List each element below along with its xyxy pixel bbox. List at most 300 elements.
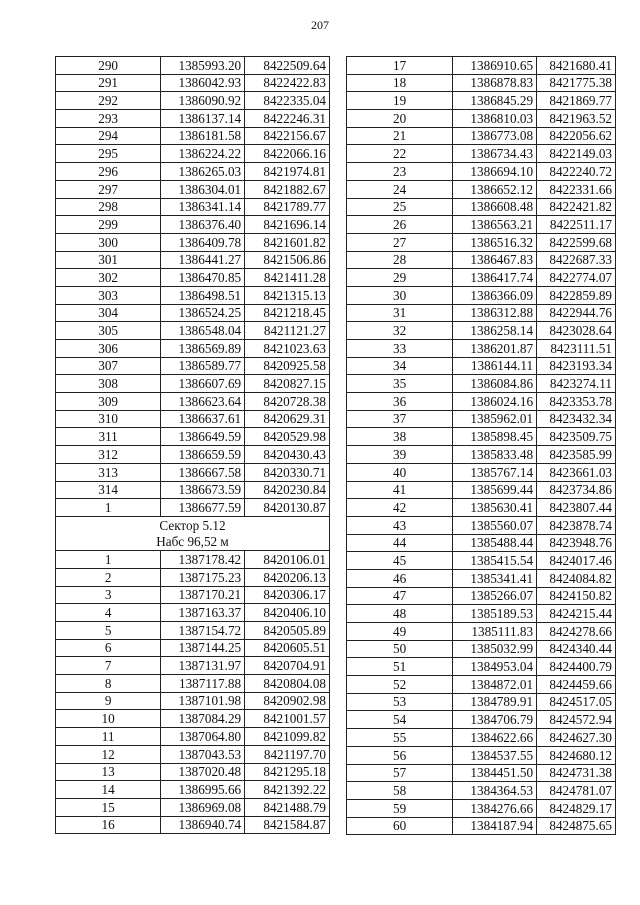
point-number: 58 [347,782,453,800]
table-row [347,428,616,446]
y-coordinate: 8424340.44 [537,640,616,658]
x-coordinate: 1385962.01 [453,410,537,428]
x-coordinate: 1386265.03 [161,163,245,181]
x-coordinate: 1387144.25 [161,639,245,657]
point-number: 302 [56,269,161,287]
point-number: 26 [347,216,453,234]
x-coordinate: 1386969.08 [161,798,245,816]
point-number: 2 [56,568,161,586]
x-coordinate: 1387163.37 [161,604,245,622]
table-row [347,304,616,322]
x-coordinate: 1386144.11 [453,357,537,375]
table-row [347,286,616,304]
table-row [347,180,616,198]
y-coordinate: 8422511.17 [537,216,616,234]
table-row [56,410,330,428]
table-row [347,127,616,145]
y-coordinate: 8421974.81 [245,163,330,181]
y-coordinate: 8420902.98 [245,692,330,710]
x-coordinate: 1386607.69 [161,375,245,393]
point-number: 8 [56,675,161,693]
y-coordinate: 8422944.76 [537,304,616,322]
y-coordinate: 8424084.82 [537,569,616,587]
y-coordinate: 8422422.83 [245,74,330,92]
point-number: 12 [56,745,161,763]
x-coordinate: 1386734.43 [453,145,537,163]
y-coordinate: 8421392.22 [245,781,330,799]
y-coordinate: 8423028.64 [537,322,616,340]
page-number: 207 [311,18,329,32]
x-coordinate: 1386773.08 [453,127,537,145]
x-coordinate: 1385341.41 [453,569,537,587]
point-number: 305 [56,322,161,340]
y-coordinate: 8422335.04 [245,92,330,110]
x-coordinate: 1387043.53 [161,745,245,763]
x-coordinate: 1385993.20 [161,57,245,75]
point-number: 20 [347,110,453,128]
table-row [56,499,330,517]
table-row [56,110,330,128]
x-coordinate: 1384364.53 [453,782,537,800]
x-coordinate: 1387020.48 [161,763,245,781]
point-number: 49 [347,623,453,641]
x-coordinate: 1384451.50 [453,764,537,782]
point-number: 18 [347,74,453,92]
table-row [347,499,616,517]
table-row [56,74,330,92]
y-coordinate: 8423193.34 [537,357,616,375]
table-row [347,676,616,694]
point-number: 39 [347,446,453,464]
point-number: 298 [56,198,161,216]
point-number: 24 [347,180,453,198]
x-coordinate: 1386569.89 [161,340,245,358]
table-row [347,605,616,623]
point-number: 299 [56,216,161,234]
y-coordinate: 8420106.01 [245,551,330,569]
sector-title-row [56,516,330,533]
point-number: 33 [347,340,453,358]
x-coordinate: 1385560.07 [453,516,537,534]
y-coordinate: 8420406.10 [245,604,330,622]
point-number: 52 [347,676,453,694]
x-coordinate: 1385833.48 [453,446,537,464]
y-coordinate: 8422687.33 [537,251,616,269]
x-coordinate: 1387131.97 [161,657,245,675]
table-row [56,446,330,464]
y-coordinate: 8420629.31 [245,410,330,428]
y-coordinate: 8421488.79 [245,798,330,816]
table-row [347,587,616,605]
table-row [347,216,616,234]
point-number: 1 [56,551,161,569]
x-coordinate: 1386137.14 [161,110,245,128]
y-coordinate: 8423734.86 [537,481,616,499]
y-coordinate: 8421584.87 [245,816,330,834]
table-row [347,764,616,782]
table-row [56,816,330,834]
table-row [347,357,616,375]
table-row [56,622,330,640]
x-coordinate: 1386940.74 [161,816,245,834]
x-coordinate: 1386409.78 [161,233,245,251]
point-number: 43 [347,516,453,534]
table-row [347,640,616,658]
y-coordinate: 8423807.44 [537,499,616,517]
point-number: 41 [347,481,453,499]
table-row [56,463,330,481]
x-coordinate: 1386467.83 [453,251,537,269]
y-coordinate: 8420505.89 [245,622,330,640]
left-coordinate-table [55,56,330,834]
point-number: 5 [56,622,161,640]
y-coordinate: 8423661.03 [537,463,616,481]
x-coordinate: 1386667.58 [161,463,245,481]
point-number: 300 [56,233,161,251]
y-coordinate: 8420430.43 [245,446,330,464]
point-number: 9 [56,692,161,710]
x-coordinate: 1384622.66 [453,729,537,747]
y-coordinate: 8421197.70 [245,745,330,763]
table-row [56,163,330,181]
x-coordinate: 1386910.65 [453,57,537,75]
x-coordinate: 1386024.16 [453,393,537,411]
table-row [56,393,330,411]
point-number: 19 [347,92,453,110]
table-row [56,357,330,375]
point-number: 32 [347,322,453,340]
x-coordinate: 1385630.41 [453,499,537,517]
point-number: 308 [56,375,161,393]
table-row [56,568,330,586]
x-coordinate: 1384537.55 [453,746,537,764]
x-coordinate: 1384953.04 [453,658,537,676]
x-coordinate: 1387101.98 [161,692,245,710]
x-coordinate: 1386470.85 [161,269,245,287]
y-coordinate: 8424680.12 [537,746,616,764]
y-coordinate: 8420230.84 [245,481,330,499]
y-coordinate: 8424781.07 [537,782,616,800]
y-coordinate: 8422509.64 [245,57,330,75]
table-row [347,233,616,251]
x-coordinate: 1385266.07 [453,587,537,605]
point-number: 6 [56,639,161,657]
table-row [347,711,616,729]
x-coordinate: 1386694.10 [453,163,537,181]
table-row [347,729,616,747]
point-number: 28 [347,251,453,269]
sector-height: Набс 96,52 м [56,534,330,551]
x-coordinate: 1386652.12 [453,180,537,198]
point-number: 53 [347,693,453,711]
table-row [347,446,616,464]
y-coordinate: 8420306.17 [245,586,330,604]
x-coordinate: 1386258.14 [453,322,537,340]
x-coordinate: 1386441.27 [161,251,245,269]
x-coordinate: 1386659.59 [161,446,245,464]
point-number: 7 [56,657,161,675]
y-coordinate: 8421023.63 [245,340,330,358]
x-coordinate: 1387175.23 [161,568,245,586]
point-number: 3 [56,586,161,604]
y-coordinate: 8422331.66 [537,180,616,198]
table-row [347,251,616,269]
point-number: 11 [56,728,161,746]
point-number: 297 [56,180,161,198]
point-number: 294 [56,127,161,145]
x-coordinate: 1386548.04 [161,322,245,340]
sector-title: Сектор 5.12 [56,516,330,533]
table-row [56,428,330,446]
x-coordinate: 1386563.21 [453,216,537,234]
x-coordinate: 1386623.64 [161,393,245,411]
point-number: 1 [56,499,161,517]
table-row [347,322,616,340]
y-coordinate: 8420704.91 [245,657,330,675]
y-coordinate: 8423432.34 [537,410,616,428]
table-row [347,269,616,287]
point-number: 15 [56,798,161,816]
y-coordinate: 8421789.77 [245,198,330,216]
x-coordinate: 1386042.93 [161,74,245,92]
x-coordinate: 1386376.40 [161,216,245,234]
x-coordinate: 1386677.59 [161,499,245,517]
y-coordinate: 8421218.45 [245,304,330,322]
table-row [347,516,616,534]
point-number: 16 [56,816,161,834]
table-row [56,551,330,569]
y-coordinate: 8424400.79 [537,658,616,676]
table-row [56,127,330,145]
table-row [347,393,616,411]
point-number: 310 [56,410,161,428]
x-coordinate: 1384276.66 [453,799,537,817]
table-row [347,410,616,428]
point-number: 59 [347,799,453,817]
table-row [347,110,616,128]
table-row [347,92,616,110]
y-coordinate: 8421775.38 [537,74,616,92]
x-coordinate: 1386845.29 [453,92,537,110]
y-coordinate: 8422056.62 [537,127,616,145]
table-row [347,534,616,552]
point-number: 309 [56,393,161,411]
point-number: 35 [347,375,453,393]
table-row [56,57,330,75]
y-coordinate: 8422421.82 [537,198,616,216]
y-coordinate: 8422240.72 [537,163,616,181]
y-coordinate: 8420206.13 [245,568,330,586]
x-coordinate: 1386608.48 [453,198,537,216]
y-coordinate: 8424017.46 [537,552,616,570]
y-coordinate: 8424875.65 [537,817,616,835]
table-row [56,180,330,198]
table-row [56,675,330,693]
table-row [56,763,330,781]
table-row [347,163,616,181]
x-coordinate: 1387117.88 [161,675,245,693]
y-coordinate: 8421315.13 [245,286,330,304]
point-number: 303 [56,286,161,304]
table-row [347,782,616,800]
y-coordinate: 8421882.67 [245,180,330,198]
x-coordinate: 1386304.01 [161,180,245,198]
table-row [347,481,616,499]
table-row [56,692,330,710]
y-coordinate: 8420330.71 [245,463,330,481]
point-number: 34 [347,357,453,375]
y-coordinate: 8422156.67 [245,127,330,145]
table-row [56,286,330,304]
y-coordinate: 8422859.89 [537,286,616,304]
table-row [347,746,616,764]
y-coordinate: 8420804.08 [245,675,330,693]
point-number: 47 [347,587,453,605]
x-coordinate: 1386341.14 [161,198,245,216]
point-number: 312 [56,446,161,464]
point-number: 13 [56,763,161,781]
table-row [347,623,616,641]
point-number: 29 [347,269,453,287]
y-coordinate: 8424572.94 [537,711,616,729]
point-number: 295 [56,145,161,163]
point-number: 4 [56,604,161,622]
y-coordinate: 8424731.38 [537,764,616,782]
point-number: 306 [56,340,161,358]
table-row [347,463,616,481]
y-coordinate: 8423353.78 [537,393,616,411]
y-coordinate: 8421680.41 [537,57,616,75]
x-coordinate: 1387154.72 [161,622,245,640]
point-number: 42 [347,499,453,517]
y-coordinate: 8420925.58 [245,357,330,375]
x-coordinate: 1387064.80 [161,728,245,746]
x-coordinate: 1386498.51 [161,286,245,304]
point-number: 292 [56,92,161,110]
x-coordinate: 1384706.79 [453,711,537,729]
y-coordinate: 8420827.15 [245,375,330,393]
x-coordinate: 1384872.01 [453,676,537,694]
point-number: 313 [56,463,161,481]
table-row [347,375,616,393]
table-row [347,340,616,358]
point-number: 55 [347,729,453,747]
y-coordinate: 8422246.31 [245,110,330,128]
point-number: 17 [347,57,453,75]
y-coordinate: 8421295.18 [245,763,330,781]
x-coordinate: 1386201.87 [453,340,537,358]
sector-height-row [56,534,330,551]
table-row [56,198,330,216]
point-number: 27 [347,233,453,251]
point-number: 301 [56,251,161,269]
x-coordinate: 1386637.61 [161,410,245,428]
y-coordinate: 8420728.38 [245,393,330,411]
table-row [56,657,330,675]
y-coordinate: 8423274.11 [537,375,616,393]
right-coordinate-table [346,56,616,835]
point-number: 36 [347,393,453,411]
table-row [56,92,330,110]
point-number: 291 [56,74,161,92]
point-number: 31 [347,304,453,322]
table-row [56,145,330,163]
x-coordinate: 1386524.25 [161,304,245,322]
table-row [56,269,330,287]
y-coordinate: 8422066.16 [245,145,330,163]
point-number: 57 [347,764,453,782]
table-row [56,728,330,746]
point-number: 293 [56,110,161,128]
x-coordinate: 1387170.21 [161,586,245,604]
point-number: 37 [347,410,453,428]
y-coordinate: 8422149.03 [537,145,616,163]
table-row [56,604,330,622]
x-coordinate: 1385415.54 [453,552,537,570]
table-row [56,216,330,234]
y-coordinate: 8424627.30 [537,729,616,747]
table-row [347,552,616,570]
y-coordinate: 8424517.05 [537,693,616,711]
table-row [56,481,330,499]
table-row [56,639,330,657]
point-number: 46 [347,569,453,587]
x-coordinate: 1384789.91 [453,693,537,711]
x-coordinate: 1386224.22 [161,145,245,163]
x-coordinate: 1385898.45 [453,428,537,446]
y-coordinate: 8424459.66 [537,676,616,694]
table-row [56,233,330,251]
x-coordinate: 1386516.32 [453,233,537,251]
y-coordinate: 8424278.66 [537,623,616,641]
y-coordinate: 8424829.17 [537,799,616,817]
x-coordinate: 1386312.88 [453,304,537,322]
x-coordinate: 1385699.44 [453,481,537,499]
table-row [347,658,616,676]
x-coordinate: 1386649.59 [161,428,245,446]
table-row [347,693,616,711]
table-row [56,745,330,763]
table-row [347,74,616,92]
x-coordinate: 1387084.29 [161,710,245,728]
point-number: 290 [56,57,161,75]
y-coordinate: 8420605.51 [245,639,330,657]
point-number: 50 [347,640,453,658]
x-coordinate: 1387178.42 [161,551,245,569]
table-row [56,781,330,799]
point-number: 296 [56,163,161,181]
table-row [347,198,616,216]
table-row [56,304,330,322]
table-row [56,340,330,358]
table-row [56,798,330,816]
y-coordinate: 8423111.51 [537,340,616,358]
point-number: 60 [347,817,453,835]
x-coordinate: 1386810.03 [453,110,537,128]
x-coordinate: 1386366.09 [453,286,537,304]
y-coordinate: 8424150.82 [537,587,616,605]
y-coordinate: 8423878.74 [537,516,616,534]
x-coordinate: 1385111.83 [453,623,537,641]
x-coordinate: 1386090.92 [161,92,245,110]
y-coordinate: 8422599.68 [537,233,616,251]
x-coordinate: 1385189.53 [453,605,537,623]
y-coordinate: 8421696.14 [245,216,330,234]
point-number: 40 [347,463,453,481]
x-coordinate: 1385767.14 [453,463,537,481]
point-number: 304 [56,304,161,322]
x-coordinate: 1386878.83 [453,74,537,92]
